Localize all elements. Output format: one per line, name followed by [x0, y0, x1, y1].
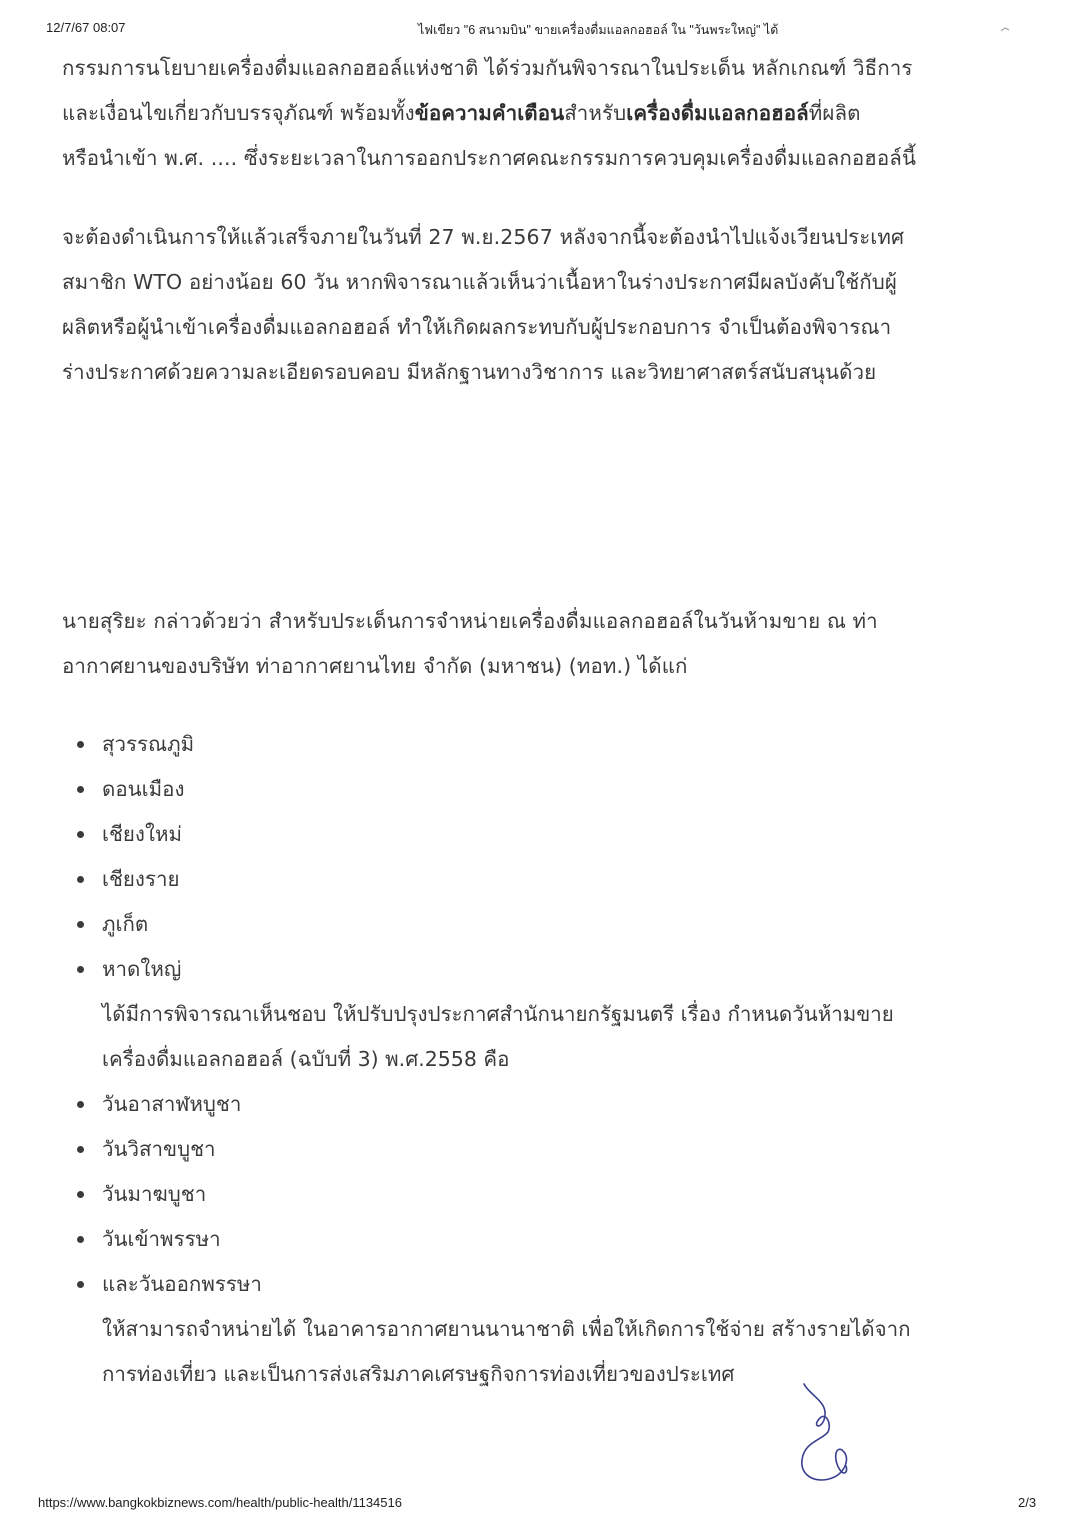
paragraph-line: อากาศยานของบริษัท ท่าอากาศยานไทย จำกัด (มหาชน) (ทอท.) ได้แก่	[62, 654, 688, 678]
handwritten-signature	[790, 1380, 870, 1490]
bullet-icon	[77, 1281, 84, 1288]
paragraph-3	[62, 599, 1022, 689]
list-item: เชียงราย	[62, 857, 1022, 902]
list-item: เชียงใหม่	[62, 812, 1022, 857]
list-item: วันเข้าพรรษา	[62, 1217, 1022, 1262]
list-item: วันมาฆบูชา	[62, 1172, 1022, 1217]
bullet-list	[62, 722, 1022, 1397]
paragraph-line: หรือนำเข้า พ.ศ. .... ซึ่งระยะเวลาในการออกประกาศคณะกรรมการควบคุมเครื่องดื่มแอลกอฮอล์นี้	[62, 146, 917, 170]
bullet-icon	[77, 921, 84, 928]
list-continuation: ได้มีการพิจารณาเห็นชอบ ให้ปรับปรุงประกาศสำนักนายกรัฐมนตรี เรื่อง กำหนดวันห้ามขาย	[102, 1002, 894, 1026]
bullet-icon	[77, 741, 84, 748]
list-continuation: การท่องเที่ยว และเป็นการส่งเสริมภาคเศรษฐกิจการท่องเที่ยวของประเทศ	[102, 1362, 735, 1386]
paragraph-line: และเงื่อนไขเกี่ยวกับบรรจุภัณฑ์ พร้อมทั้งข้อความคำเตือนสำหรับเครื่องดื่มแอลกอฮอล์ที่ผลิต	[62, 101, 861, 125]
bold-text: เครื่องดื่มแอลกอฮอล์	[626, 101, 809, 125]
print-header-title: ไฟเขียว "6 สนามบิน" ขายเครื่องดื่มแอลกอฮอล์ ใน "วันพระใหญ่" ได้	[418, 23, 779, 37]
list-item: หาดใหญ่	[62, 947, 1022, 992]
paragraph-line: กรรมการนโยบายเครื่องดื่มแอลกอฮอล์แห่งชาติ ได้ร่วมกันพิจารณาในประเด็น หลักเกณฑ์ วิธีการ	[62, 56, 913, 80]
bullet-icon	[77, 1191, 84, 1198]
bullet-icon	[77, 786, 84, 793]
list-item: วันวิสาขบูชา	[62, 1127, 1022, 1172]
paragraph-line: สมาชิก WTO อย่างน้อย 60 วัน หากพิจารณาแล้วเห็นว่าเนื้อหาในร่างประกาศมีผลบังคับใช้กับผู้	[62, 270, 897, 294]
paragraph-line: จะต้องดำเนินการให้แล้วเสร็จภายในวันที่ 27 พ.ย.2567 หลังจากนี้จะต้องนำไปแจ้งเวียนประเทศ	[62, 225, 905, 249]
source-url: https://www.bangkokbiznews.com/health/public-health/1134516	[38, 1495, 402, 1510]
bullet-icon	[77, 1101, 84, 1108]
bullet-icon	[77, 1236, 84, 1243]
paragraph-line: ร่างประกาศด้วยความละเอียดรอบคอบ มีหลักฐานทางวิชาการ และวิทยาศาสตร์สนับสนุนด้วย	[62, 360, 877, 384]
bold-text: ข้อความคำเตือน	[414, 101, 565, 125]
list-item: และวันออกพรรษา	[62, 1262, 1022, 1307]
bullet-icon	[77, 876, 84, 883]
paragraph-line: นายสุริยะ กล่าวด้วยว่า สำหรับประเด็นการจำหน่ายเครื่องดื่มแอลกอฮอล์ในวันห้ามขาย ณ ท่า	[62, 609, 878, 633]
bullet-icon	[77, 966, 84, 973]
paragraph-1	[62, 46, 1022, 181]
list-continuation: เครื่องดื่มแอลกอฮอล์ (ฉบับที่ 3) พ.ศ.2558 คือ	[102, 1047, 510, 1071]
list-continuation: ให้สามารถจำหน่ายได้ ในอาคารอากาศยานนานาชาติ เพื่อให้เกิดการใช้จ่าย สร้างรายได้จาก	[102, 1317, 911, 1341]
list-item: ดอนเมือง	[62, 767, 1022, 812]
page-number: 2/3	[1018, 1495, 1037, 1510]
print-date: 12/7/67 08:07	[46, 20, 126, 35]
bullet-icon	[77, 831, 84, 838]
list-item: วันอาสาฬหบูชา	[62, 1082, 1022, 1127]
paragraph-2	[62, 215, 1022, 395]
scan-mark	[1000, 24, 1010, 34]
paragraph-line: ผลิตหรือผู้นำเข้าเครื่องดื่มแอลกอฮอล์ ทำให้เกิดผลกระทบกับผู้ประกอบการ จำเป็นต้องพิจารณา	[62, 315, 892, 339]
bullet-icon	[77, 1146, 84, 1153]
list-item: ภูเก็ต	[62, 902, 1022, 947]
list-item: สุวรรณภูมิ	[62, 722, 1022, 767]
